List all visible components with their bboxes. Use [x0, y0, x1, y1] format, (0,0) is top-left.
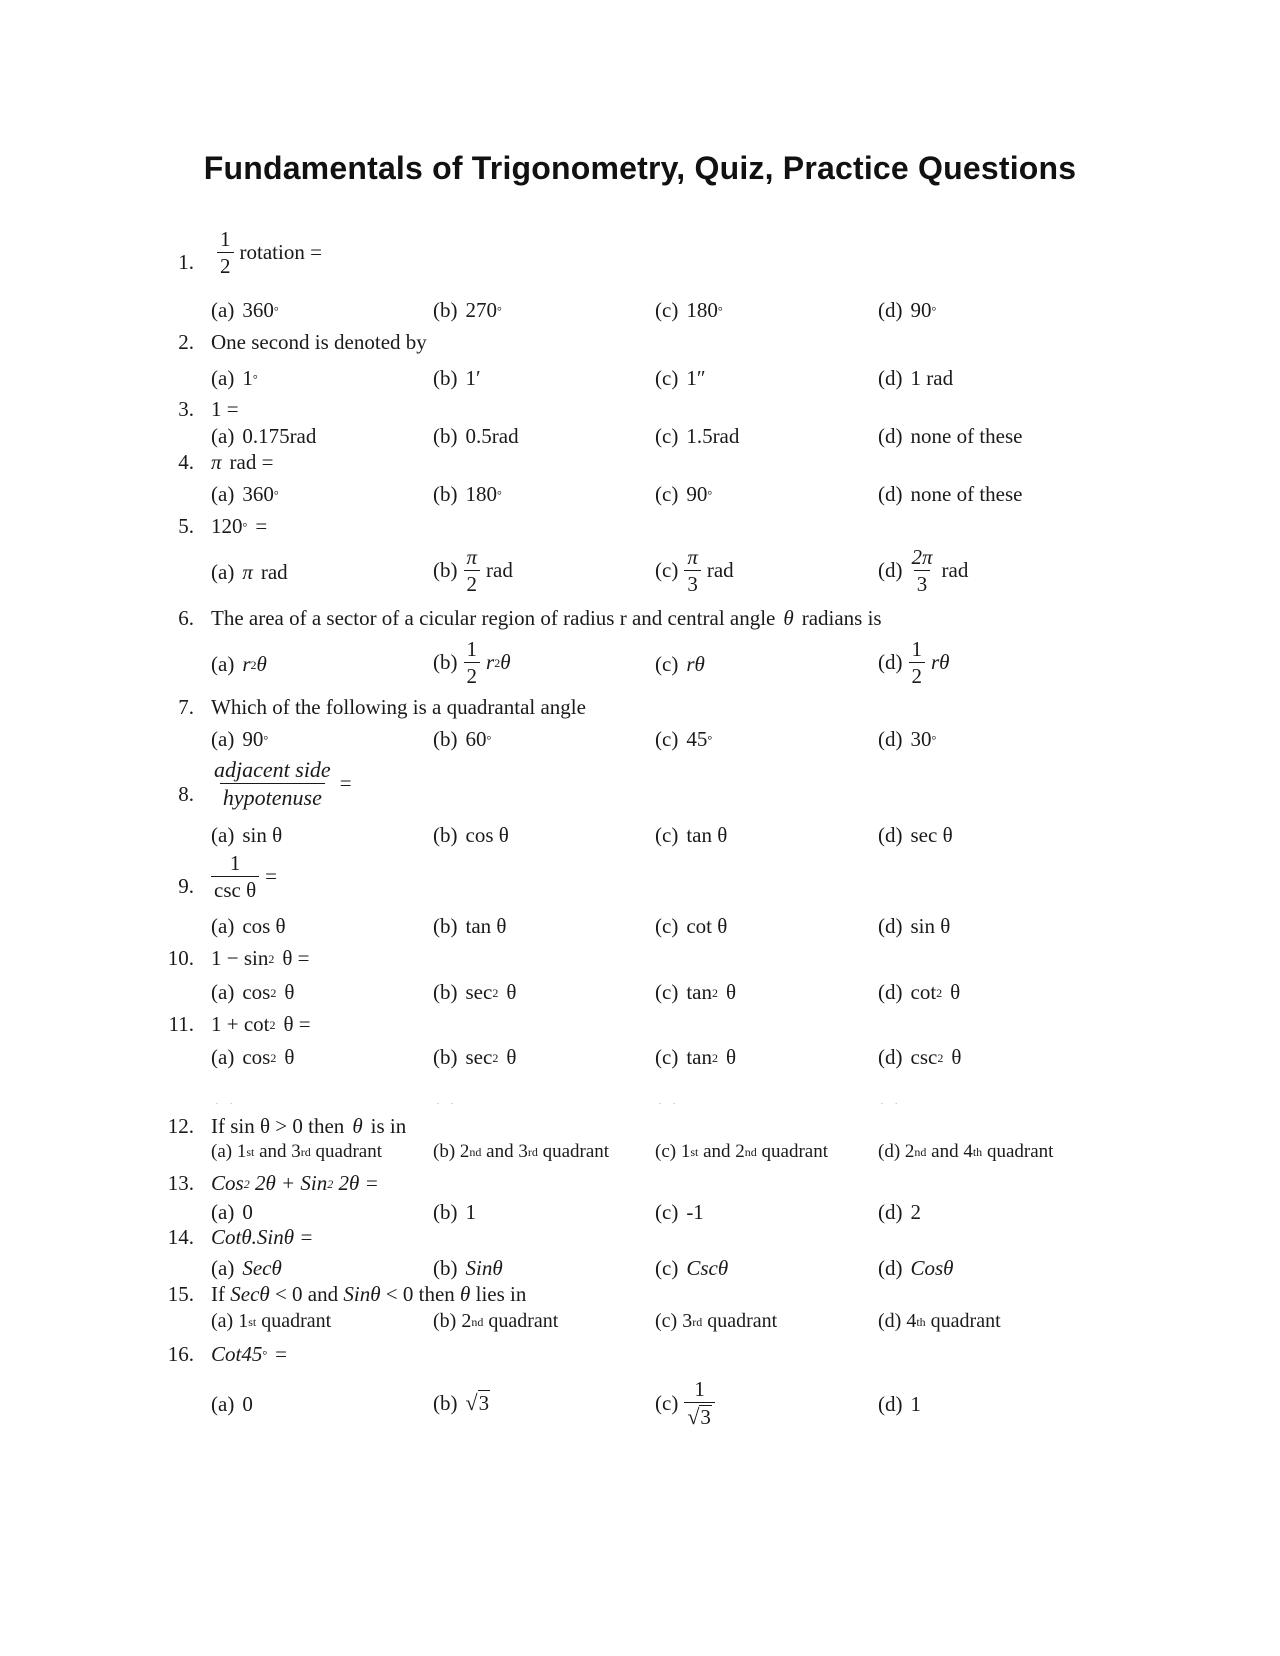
option-a: (a) sin θ [211, 823, 283, 847]
question-text: If Secθ < 0 and Sinθ < 0 then θ lies in [211, 1282, 527, 1306]
fraction: $\frac{\pi}{3}$ [684, 546, 701, 595]
scan-artifact: · · [658, 1098, 681, 1110]
option-c: (c) 90 ° [655, 482, 713, 506]
option-a: (a) cos θ [211, 914, 286, 938]
option-c: (c) tan 2 θ [655, 1045, 737, 1069]
option-a: (a) 0.175rad [211, 424, 317, 448]
fraction: $\frac{1}{2}$ [217, 228, 234, 277]
option-d: (d) Cosθ [878, 1256, 954, 1280]
option-d: (d) $\frac{2\pi}{3}$ rad [878, 545, 969, 597]
option-d: (d) 2 [878, 1200, 921, 1224]
fraction: $\frac{2\pi}{3}$ [911, 545, 933, 597]
question-text: π rad = [211, 450, 274, 474]
question-number: 16. [167, 1342, 194, 1366]
option-b: (b) sec 2 θ [433, 980, 517, 1004]
option-b: (b) 1′ [433, 366, 481, 390]
question-number: 7. [178, 695, 194, 719]
option-b: (b) √ 3 [433, 1390, 490, 1415]
option-c: (c) 1 st and 2 nd quadrant [655, 1141, 829, 1162]
option-c: (c) Cscθ [655, 1256, 729, 1280]
fraction: $\frac{1}{2}$ [464, 638, 481, 687]
option-a: (a) 1 st and 3 rd quadrant [211, 1141, 383, 1162]
question-text: The area of a sector of a cicular region of radius r and central angle θ radians is [211, 606, 882, 630]
fraction: $\frac{\text{adjacent side}}{\text{hypotenuse}}$ [214, 757, 331, 811]
question-text: Cos 2 2θ + Sin 2 2θ = [211, 1171, 379, 1195]
square-root: √ 3 [687, 1404, 711, 1430]
option-c: (c) $\frac{\pi}{3}$ rad [655, 545, 734, 597]
option-b: (b) 2 nd and 3 rd quadrant [433, 1141, 610, 1162]
scan-artifact: · · [880, 1098, 903, 1110]
option-d: (d) none of these [878, 424, 1023, 448]
question-number: 14. [167, 1225, 194, 1249]
option-b: (b) Sinθ [433, 1256, 503, 1280]
option-a: (a) cos 2 θ [211, 980, 295, 1004]
question-text: 1 + cot 2 θ = [211, 1012, 311, 1036]
question-number: 4. [178, 450, 194, 474]
option-d: (d) 90 ° [878, 298, 937, 322]
question-text: Cotθ.Sinθ = [211, 1225, 314, 1249]
option-a: (a) 360 ° [211, 482, 279, 506]
scan-artifact: · · [215, 1098, 238, 1110]
option-b: (b) 0.5rad [433, 424, 519, 448]
option-a: (a) cos 2 θ [211, 1045, 295, 1069]
fraction: $\frac{1}{2}$ [909, 638, 926, 687]
option-c: (c) 3 rd quadrant [655, 1310, 778, 1332]
question-number: 1. [178, 250, 194, 274]
fraction: $\frac{1}{\text{csc θ}}$ [211, 852, 259, 901]
option-c: (c) 45 ° [655, 727, 713, 751]
option-d: (d) sin θ [878, 914, 951, 938]
option-c: (c) 1 √ 3 [655, 1378, 721, 1428]
question-number: 5. [178, 514, 194, 538]
question-number: 11. [168, 1012, 194, 1036]
option-a: (a) r 2 θ [211, 652, 267, 676]
option-c: (c) -1 [655, 1200, 704, 1224]
option-d: (d) 30 ° [878, 727, 937, 751]
option-c: (c) 1″ [655, 366, 706, 390]
option-a: (a) 360 ° [211, 298, 279, 322]
option-c: (c) 180 ° [655, 298, 723, 322]
option-d: (d) 4 th quadrant [878, 1310, 1001, 1332]
option-a: (a) 0 [211, 1392, 253, 1416]
question-number: 10. [167, 946, 194, 970]
option-b: (b) 270 ° [433, 298, 502, 322]
option-b: (b) cos θ [433, 823, 509, 847]
question-text: If sin θ > 0 then θ is in [211, 1114, 407, 1138]
fraction: 1 √ 3 [684, 1378, 715, 1428]
option-d: (d) cot 2 θ [878, 980, 961, 1004]
option-a: (a) 1 ° [211, 366, 258, 390]
question-text: 1 = [211, 397, 239, 421]
option-a: (a) π rad [211, 560, 288, 584]
question-number: 8. [178, 782, 194, 806]
option-d: (d) none of these [878, 482, 1023, 506]
question-number: 9. [178, 874, 194, 898]
option-c: (c) tan θ [655, 823, 728, 847]
question-number: 6. [178, 606, 194, 630]
option-c: (c) cot θ [655, 914, 728, 938]
question-text: 1 − sin 2 θ = [211, 946, 310, 970]
question-number: 15. [167, 1282, 194, 1306]
option-c: (c) tan 2 θ [655, 980, 737, 1004]
option-d: (d) 2 nd and 4 th quadrant [878, 1141, 1054, 1162]
option-b: (b) 60 ° [433, 727, 492, 751]
question-text: Which of the following is a quadrantal angle [211, 695, 586, 719]
option-b: (b) $\frac{\pi}{2}$ rad [433, 545, 513, 597]
option-b: (b) 180 ° [433, 482, 502, 506]
question-number: 3. [178, 397, 194, 421]
option-d: (d) $\frac{1}{2}$ rθ [878, 637, 950, 689]
option-b: (b) $\frac{1}{2}$ r 2 θ [433, 637, 511, 689]
option-b: (b) 1 [433, 1200, 476, 1224]
scan-artifact: · · [436, 1098, 459, 1110]
question-text: $\frac{1}{\text{csc θ}}$ = [211, 852, 277, 901]
fraction: $\frac{\pi}{2}$ [464, 546, 481, 595]
option-b: (b) 2 nd quadrant [433, 1310, 559, 1332]
option-a: (a) 0 [211, 1200, 253, 1224]
question-text: Cot45 ° = [211, 1342, 287, 1366]
option-d: (d) csc 2 θ [878, 1045, 962, 1069]
option-c: (c) rθ [655, 652, 705, 676]
option-a: (a) 1 st quadrant [211, 1310, 332, 1332]
option-d: (d) 1 rad [878, 366, 954, 390]
page-title: Fundamentals of Trigonometry, Quiz, Practice Questions [203, 150, 1077, 186]
question-number: 2. [178, 330, 194, 354]
question-number: 12. [167, 1114, 194, 1138]
question-number: 13. [167, 1171, 194, 1195]
option-c: (c) 1.5rad [655, 424, 740, 448]
question-text: 120 ° = [211, 514, 268, 538]
option-b: (b) tan θ [433, 914, 507, 938]
option-d: (d) sec θ [878, 823, 953, 847]
option-a: (a) 90 ° [211, 727, 269, 751]
option-d: (d) 1 [878, 1392, 921, 1416]
question-text: $\frac{\text{adjacent side}}{\text{hypotenuse}}$ = [211, 758, 352, 809]
option-b: (b) sec 2 θ [433, 1045, 517, 1069]
square-root: √ 3 [465, 1390, 490, 1415]
question-text: rotation = [239, 240, 322, 265]
question-text: One second is denoted by [211, 330, 427, 354]
option-a: (a) Secθ [211, 1256, 282, 1280]
